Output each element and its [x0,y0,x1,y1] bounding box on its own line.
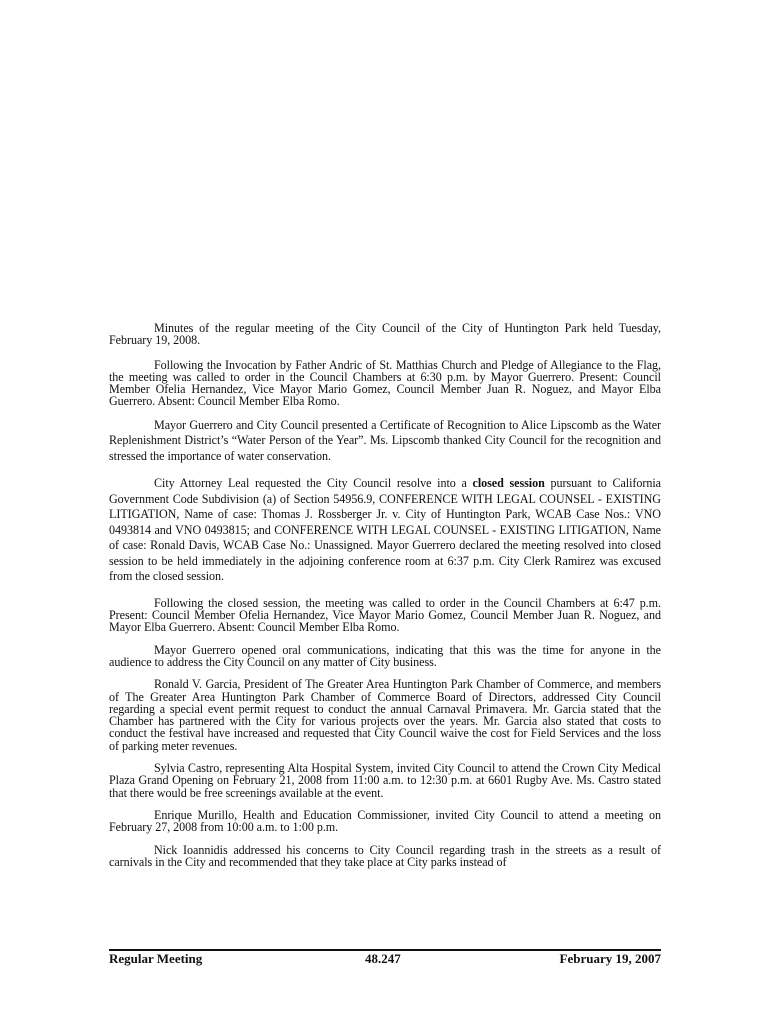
paragraph-trash-concerns: Nick Ioannidis addressed his concerns to City Council regarding trash in the streets as a result of carnivals in the City and recommended that they take place at City parks instead of [109,842,661,869]
closed-session-text-after: pursuant to California Government Code Subdivision (a) of Section 54956.9, CONFERENCE WITH LEGAL COUNSEL - EXISTING LITIGATION, Name of case: Thomas J. Rossberger Jr. v. City of Huntington Park, WCAB Case Nos.: VNO 0493814 and VNO 0493815; and CONFERENCE WITH LEGAL COUNSEL - EXISTING LITIGATION, Name of case: Ronald Davis, WCAB Case No.: Unassigned. Mayor Guerrero declared the meeting resolved into closed session to be held immediately in the adjoining conference room at 6:37 p.m. City Clerk Ramirez was excused from the closed session. [109,476,661,584]
minutes-body [109,322,661,878]
footer-date: February 19, 2007 [559,951,661,966]
paragraph-chamber-request: Ronald V. Garcia, President of The Greater Area Huntington Park Chamber of Commerce, and members of The Greater Area Huntington Park Chamber of Commerce Board of Directors, addressed City Council regarding a special event permit request to conduct the annual Carnaval Primavera. Mr. Garcia stated that the Chamber has partnered with the City for various projects over the years. Mr. Garcia also stated that costs to conduct the festival have increased and requested that City Council waive the cost for Field Services and the loss of parking meter revenues. [109,677,661,753]
page-footer [109,951,661,967]
paragraph-invocation: Following the Invocation by Father Andric of St. Matthias Church and Pledge of Allegiance to the Flag, the meeting was called to order in the Council Chambers at 6:30 p.m. by Mayor Guerrero. Present: Council Member Ofelia Hernandez, Vice Mayor Mario Gomez, Council Member Juan R. Noguez, and Mayor Elba Guerrero. Absent: Council Member Elba Romo. [109,357,661,409]
paragraph-meeting-heading: Minutes of the regular meeting of the City Council of the City of Huntington Park held Tuesday, February 19, 2008. [109,321,661,348]
paragraph-oral-communications: Mayor Guerrero opened oral communications, indicating that this was the time for anyone in the audience to address the City Council on any matter of City business. [109,642,661,669]
closed-session-text-before: City Attorney Leal requested the City Council resolve into a [154,476,473,491]
paragraph-reconvene: Following the closed session, the meeting was called to order in the Council Chambers at 6:47 p.m. Present: Council Member Ofelia Hernandez, Vice Mayor Mario Gomez, Council Member Juan R. Noguez, and Mayor Elba Guerrero. Absent: Council Member Elba Romo. [109,595,661,635]
closed-session-emphasis: closed session [472,476,545,491]
footer-meeting-type: Regular Meeting [109,951,203,966]
paragraph-health-commissioner: Enrique Murillo, Health and Education Commissioner, invited City Council to attend a meeting on February 27, 2008 from 10:00 a.m. to 1:00 p.m. [109,807,661,835]
paragraph-closed-session [109,476,661,585]
paragraph-recognition: Mayor Guerrero and City Council presented a Certificate of Recognition to Alice Lipscomb as the Water Replenishment District’s “Water Person of the Year”. Ms. Lipscomb thanked City Council for the recognition and stressed the importance of water conservation. [109,417,661,463]
footer-page-number: 48.247 [365,951,401,966]
paragraph-alta-hospital: Sylvia Castro, representing Alta Hospital System, invited City Council to attend the Crown City Medical Plaza Grand Opening on February 21, 2008 from 11:00 a.m. to 12:30 p.m. at 6601 Rugby Ave. Ms. Castro stated that there would be free screenings available at the event. [109,761,661,800]
